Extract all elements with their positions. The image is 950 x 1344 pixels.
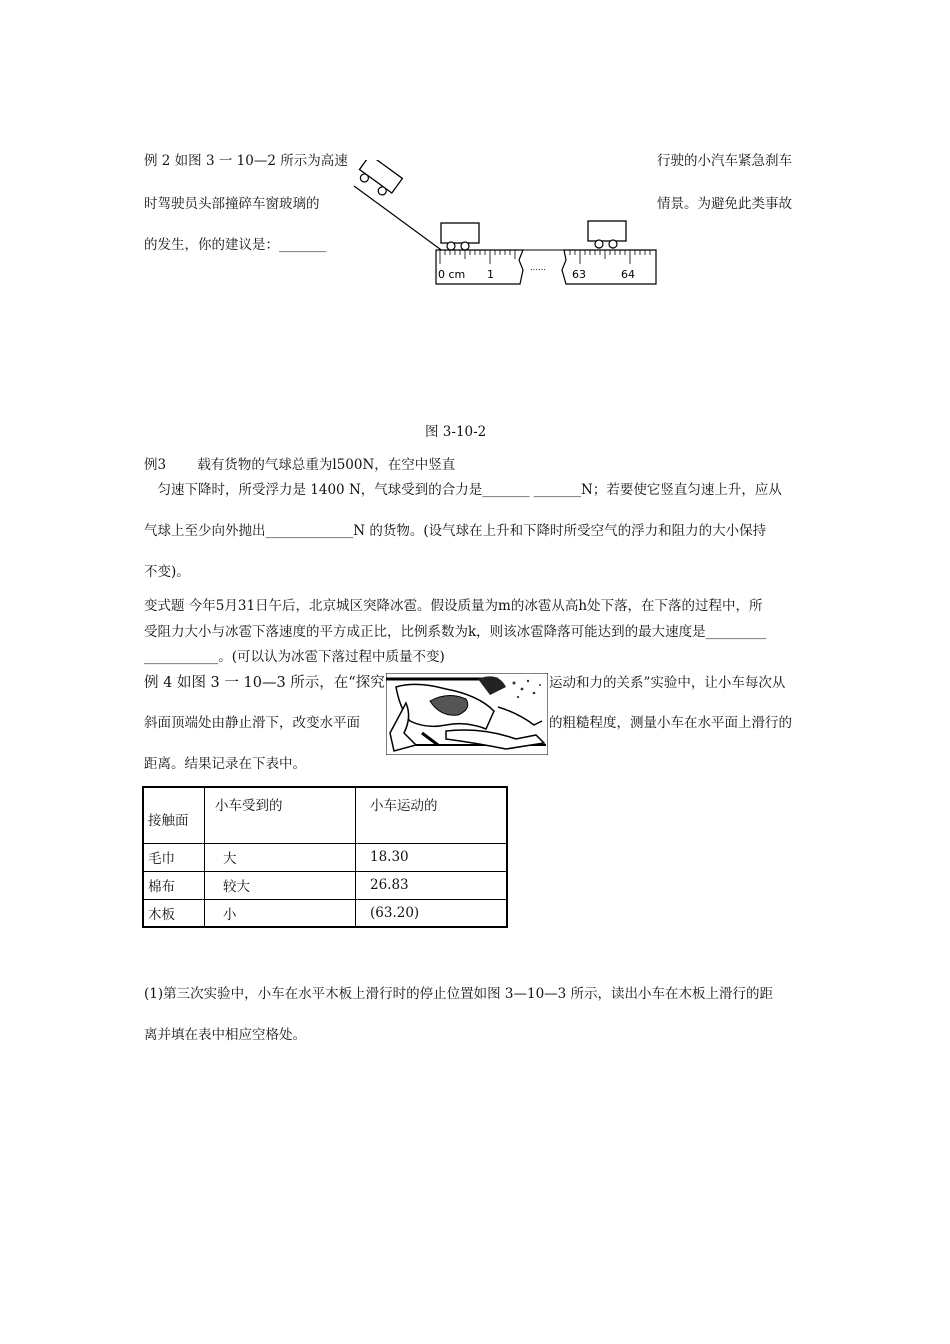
cell-surface: 棉布 [143,871,205,899]
ex2-line2-right: 情景。为避免此类事故 [657,196,792,212]
ex2-line2-left: 时驾驶员头部撞碎车窗玻璃的 [144,196,320,212]
crash-illustration [386,673,548,755]
ruler-label-64: 64 [621,268,635,281]
variant-line3: ___________。(可以认为冰雹下落过程中质量不变) [144,649,445,665]
table-row [143,899,507,927]
cell-surface: 木板 [143,899,205,927]
incline-ruler-figure [352,160,662,286]
cell-surface: 毛巾 [143,843,205,871]
results-table [142,786,508,928]
ex2-line1-left: 例 2 如图 3 一 10—2 所示为高速 [144,153,348,169]
ruler-label-0: 0 cm [438,268,466,281]
ex4-line1-left: 例 4 如图 3 一 10—3 所示，在“探究 [144,675,385,691]
q1-line1: (1)第三次实验中，小车在水平木板上滑行时的停止位置如图 3—10—3 所示，读出小车在木板上滑行的距 [144,986,774,1002]
cell-resistance: 大 [205,843,356,871]
ex4-line2-right: 的粗糙程度，测量小车在水平面上滑行的 [549,715,792,731]
ruler-label-63: 63 [572,268,586,281]
cell-resistance: 较大 [205,871,356,899]
ex3-line4: 不变)。 [144,564,190,580]
ex3-line3: 气球上至少向外抛出_____________N 的货物。(设气球在上升和下降时所受空气的浮力和阻力的大小保持 [144,523,767,539]
incline-line [354,186,444,252]
cell-distance: 26.83 [356,871,508,899]
ex2-line3: 的发生，你的建议是：_______ [144,237,327,253]
ex3-line1: 例3 载有货物的气球总重为l500N，在空中竖直 [144,457,456,473]
header-resistance: 小车受到的 [205,787,356,843]
ex2-line1-right: 行驶的小汽车紧急刹车 [657,153,792,169]
ex4-line2-left: 斜面顶端处由静止滑下，改变水平面 [144,715,360,731]
header-surface: 接触面 [143,787,205,843]
cell-distance: (63.20) [356,899,508,927]
table-row [143,871,507,899]
ruler-label-dots: …… [530,263,546,272]
variant-line1: 变式题 今年5月31日午后，北京城区突降冰雹。假设质量为m的冰雹从高h处下落，在下落的过程中，所 [144,598,763,614]
cart-end [588,221,626,248]
cart-start [441,223,479,250]
ex3-line2: 匀速下降时，所受浮力是 1400 N，气球受到的合力是_______ _______N；若要使它竖直匀速上升，应从 [144,482,782,498]
table-row [143,843,507,871]
variant-line2: 受阻力大小与冰雹下落速度的平方成正比，比例系数为k，则该冰雹降落可能达到的最大速度是_________ [144,624,767,640]
cell-distance: 18.30 [356,843,508,871]
table-header-row [143,787,507,843]
ex4-line1-right: 运动和力的关系”实验中，让小车每次从 [549,675,786,691]
ruler-label-1: 1 [487,268,494,281]
cell-resistance: 小 [205,899,356,927]
ex4-line3: 距离。结果记录在下表中。 [144,756,306,772]
figure-caption: 图 3-10-2 [425,424,487,440]
header-distance: 小车运动的 [356,787,508,843]
q1-line2: 离并填在表中相应空格处。 [144,1027,306,1043]
cart-on-incline [355,160,403,199]
